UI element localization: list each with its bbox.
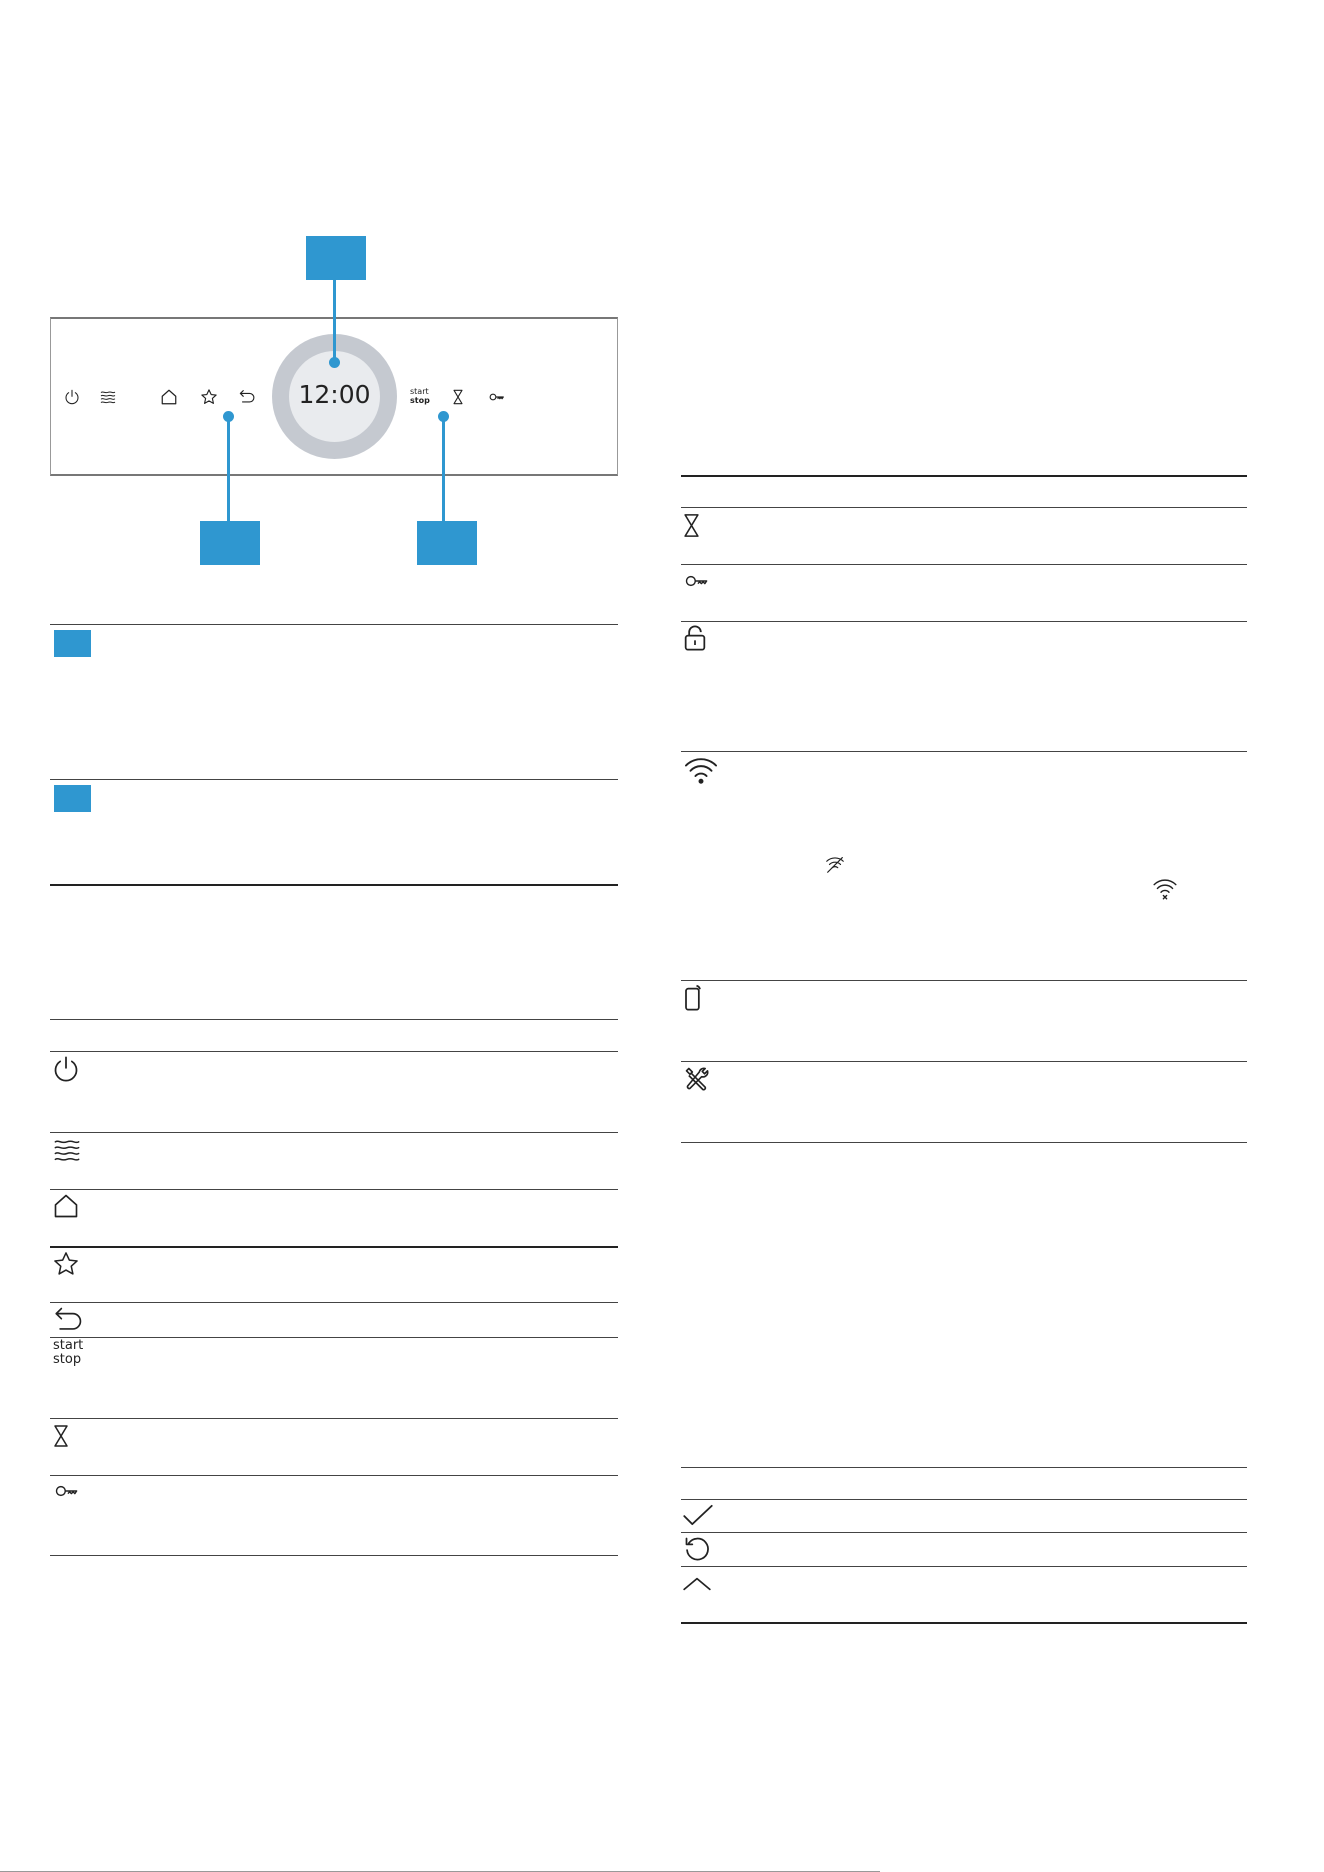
- table-rule: [681, 1499, 1247, 1500]
- clock-display: 12:00: [298, 380, 371, 409]
- padlock-icon: [683, 624, 707, 652]
- timer-hourglass-icon: [53, 1423, 69, 1449]
- callout-number-box: [54, 630, 91, 657]
- table-rule: [50, 624, 618, 625]
- wifi-icon: [683, 755, 719, 785]
- child-lock-key-icon[interactable]: [489, 392, 505, 402]
- callout-dot-right: [438, 411, 449, 422]
- callout-line-left: [227, 416, 230, 521]
- power-icon: [52, 1055, 80, 1083]
- power-icon[interactable]: [64, 389, 80, 405]
- table-rule: [681, 1142, 1247, 1143]
- callout-dot-left: [223, 411, 234, 422]
- table-rule: [50, 779, 618, 780]
- callout-box-left: [200, 521, 260, 565]
- table-rule: [50, 884, 618, 886]
- stop-label: stop: [53, 1352, 82, 1367]
- check-icon: [682, 1503, 714, 1527]
- table-rule: [50, 1302, 618, 1303]
- timer-hourglass-icon[interactable]: [452, 389, 464, 405]
- table-rule: [681, 564, 1247, 565]
- wifi-off-icon: [824, 853, 846, 875]
- callout-number-box: [54, 785, 91, 812]
- wifi-connected-icon: [1152, 877, 1178, 901]
- table-rule: [681, 1566, 1247, 1567]
- table-header-rule: [681, 475, 1247, 477]
- table-rule: [681, 1532, 1247, 1533]
- table-rule: [50, 1555, 618, 1556]
- table-rule: [50, 1418, 618, 1419]
- table-rule: [681, 1622, 1247, 1624]
- favourite-star-icon: [52, 1250, 80, 1278]
- table-header-rule: [681, 1467, 1247, 1468]
- table-rule: [681, 507, 1247, 508]
- callout-line-right: [442, 416, 445, 521]
- steam-icon[interactable]: [100, 389, 116, 405]
- table-rule: [50, 1051, 618, 1052]
- start-label: start: [410, 387, 429, 396]
- table-rule: [681, 751, 1247, 752]
- back-arrow-icon: [52, 1306, 86, 1334]
- table-rule: [50, 1337, 618, 1338]
- callout-box-top: [306, 236, 366, 280]
- back-arrow-icon[interactable]: [239, 389, 256, 405]
- favourite-star-icon[interactable]: [200, 388, 218, 406]
- start-label: start: [53, 1338, 84, 1353]
- chevron-up-icon: [682, 1576, 712, 1592]
- table-rule: [681, 980, 1247, 981]
- stop-label: stop: [410, 396, 430, 405]
- table-rule: [50, 1132, 618, 1133]
- phone-remote-icon: [683, 984, 703, 1012]
- hourglass-icon: [683, 512, 700, 539]
- callout-line-top: [333, 280, 336, 362]
- tools-icon: [683, 1065, 711, 1093]
- home-icon: [52, 1192, 80, 1220]
- table-rule: [50, 1475, 618, 1476]
- table-rule: [681, 621, 1247, 622]
- key-icon: [53, 1484, 81, 1498]
- home-icon[interactable]: [160, 388, 178, 406]
- table-rule: [50, 1246, 618, 1248]
- table-rule: [681, 1061, 1247, 1062]
- undo-circle-icon: [682, 1535, 712, 1563]
- callout-box-right: [417, 521, 477, 565]
- steam-icon: [52, 1136, 82, 1164]
- key-icon: [683, 574, 711, 588]
- start-stop-label: [53, 1339, 83, 1367]
- table-header-rule: [50, 1019, 618, 1020]
- callout-dot-top: [329, 357, 340, 368]
- table-rule: [50, 1189, 618, 1190]
- start-stop-label-panel[interactable]: [410, 387, 430, 405]
